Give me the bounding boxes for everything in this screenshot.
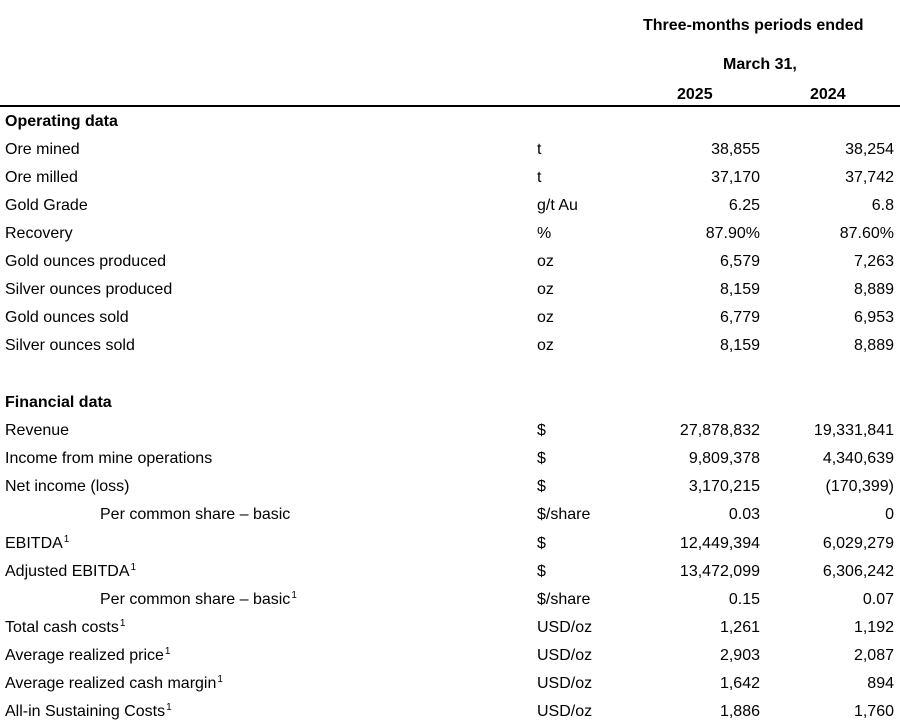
row-label — [5, 614, 125, 642]
row-unit: USD/oz — [537, 619, 593, 636]
row-label: Gold ounces produced — [5, 253, 166, 270]
value-2024: 37,742 — [845, 169, 894, 186]
value-2025: 2,903 — [719, 647, 760, 664]
section-financial-data — [0, 389, 900, 417]
row-unit: USD/oz — [537, 647, 593, 664]
row-label: Silver ounces sold — [5, 337, 135, 354]
value-2024: 38,254 — [845, 141, 894, 158]
row-label — [5, 558, 136, 586]
footnote-marker: 1 — [164, 646, 171, 657]
value-2024: (170,399) — [825, 478, 894, 495]
row-label: Per common share – basic — [100, 506, 291, 523]
row-label-text: EBITDA — [5, 535, 63, 552]
row-unit: $/share — [537, 506, 591, 523]
row-label: Recovery — [5, 225, 73, 242]
row-label: Income from mine operations — [5, 450, 213, 467]
row-label: Ore mined — [5, 141, 80, 158]
row-label-text: Per common share – basic — [100, 591, 291, 608]
value-2024: 894 — [867, 675, 894, 692]
table-row-average-realized-cash-margin — [0, 670, 900, 698]
value-2025: 87.90% — [705, 225, 760, 242]
value-2024: 0.07 — [862, 591, 894, 608]
value-2024: 1,760 — [853, 703, 894, 720]
row-unit: t — [537, 169, 542, 186]
table-row-income-from-mine-operations — [0, 445, 900, 473]
footnote-marker: 1 — [130, 562, 137, 573]
value-2024: 2,087 — [853, 647, 894, 664]
section-operating-data — [0, 108, 900, 136]
row-label: Ore milled — [5, 169, 78, 186]
row-label: Revenue — [5, 422, 70, 439]
value-2025: 0.15 — [728, 591, 760, 608]
value-2024: 0 — [885, 506, 894, 523]
value-2025: 37,170 — [711, 169, 760, 186]
table-row-silver-ounces-sold — [0, 332, 900, 360]
header-rule — [0, 105, 900, 107]
value-2025: 8,159 — [719, 337, 760, 354]
value-2025: 6,579 — [719, 253, 760, 270]
footnote-marker: 1 — [217, 674, 223, 685]
table-row-gold-ounces-produced — [0, 248, 900, 276]
row-label-text: Adjusted EBITDA — [5, 563, 130, 580]
row-unit: USD/oz — [537, 703, 593, 720]
footnote-marker: 1 — [291, 590, 297, 601]
table-row-gold-grade — [0, 192, 900, 220]
row-unit: $ — [537, 422, 546, 439]
value-2024: 1,192 — [853, 619, 894, 636]
value-2025: 1,261 — [719, 619, 760, 636]
row-unit: oz — [537, 337, 554, 354]
row-label-text: Total cash costs — [5, 619, 119, 636]
table-row-average-realized-price — [0, 642, 900, 670]
row-label — [5, 698, 172, 726]
value-2024: 7,263 — [853, 253, 894, 270]
row-unit: % — [537, 225, 552, 242]
table-row-ore-milled — [0, 164, 900, 192]
value-2024: 8,889 — [853, 281, 894, 298]
row-label-text: Average realized cash margin — [5, 675, 217, 692]
table-row-net-income — [0, 473, 900, 501]
row-label — [5, 642, 170, 670]
table-row-adjusted-ebitda-per-share — [0, 586, 900, 614]
row-label: Gold Grade — [5, 197, 88, 214]
table-row-all-in-sustaining-costs — [0, 698, 900, 726]
table-row-ebitda — [0, 530, 900, 558]
row-unit: oz — [537, 281, 554, 298]
value-2025: 3,170,215 — [688, 478, 760, 495]
table-row-revenue — [0, 417, 900, 445]
row-unit: USD/oz — [537, 675, 593, 692]
row-label — [5, 530, 69, 558]
value-2024: 19,331,841 — [813, 422, 894, 439]
footnote-marker: 1 — [119, 618, 126, 629]
row-unit: $ — [537, 450, 546, 467]
row-unit: $ — [537, 535, 546, 552]
footnote-marker: 1 — [63, 534, 70, 545]
value-2025: 27,878,832 — [679, 422, 760, 439]
value-2025: 12,449,394 — [679, 535, 760, 552]
footnote-marker: 1 — [166, 702, 172, 713]
value-2024: 6,029,279 — [822, 535, 894, 552]
value-2024: 6,306,242 — [822, 563, 894, 580]
value-2025: 6.25 — [728, 197, 760, 214]
value-2025: 0.03 — [728, 506, 760, 523]
row-label — [5, 670, 223, 698]
value-2025: 8,159 — [719, 281, 760, 298]
row-label: Net income (loss) — [5, 478, 130, 495]
section-title: Financial data — [5, 394, 112, 411]
table-row-total-cash-costs — [0, 614, 900, 642]
value-2025: 6,779 — [719, 309, 760, 326]
row-unit: oz — [537, 253, 554, 270]
table-row-ore-mined — [0, 136, 900, 164]
value-2025: 9,809,378 — [688, 450, 760, 467]
value-2025: 13,472,099 — [679, 563, 760, 580]
table-row-net-income-per-share — [0, 501, 900, 529]
value-2024: 8,889 — [853, 337, 894, 354]
date-header: March 31, — [723, 56, 797, 73]
row-label: Silver ounces produced — [5, 281, 173, 298]
section-title: Operating data — [5, 113, 118, 130]
value-2025: 38,855 — [711, 141, 760, 158]
row-unit: $ — [537, 563, 546, 580]
row-label-text: Average realized price — [5, 647, 164, 664]
year-2025-header: 2025 — [677, 86, 713, 103]
table-row-gold-ounces-sold — [0, 304, 900, 332]
value-2024: 4,340,639 — [822, 450, 894, 467]
table-row-recovery — [0, 220, 900, 248]
row-label-text: All-in Sustaining Costs — [5, 703, 166, 720]
value-2025: 1,642 — [719, 675, 760, 692]
row-unit: $/share — [537, 591, 591, 608]
row-unit: oz — [537, 309, 554, 326]
row-unit: $ — [537, 478, 546, 495]
value-2024: 87.60% — [839, 225, 894, 242]
period-header: Three-months periods ended — [643, 17, 864, 34]
table-row-silver-ounces-produced — [0, 276, 900, 304]
row-unit: g/t Au — [537, 197, 578, 214]
row-unit: t — [537, 141, 542, 158]
value-2024: 6,953 — [853, 309, 894, 326]
year-2024-header: 2024 — [810, 86, 846, 103]
value-2025: 1,886 — [719, 703, 760, 720]
row-label: Gold ounces sold — [5, 309, 129, 326]
row-label — [100, 586, 297, 614]
value-2024: 6.8 — [871, 197, 894, 214]
table-row-adjusted-ebitda — [0, 558, 900, 586]
